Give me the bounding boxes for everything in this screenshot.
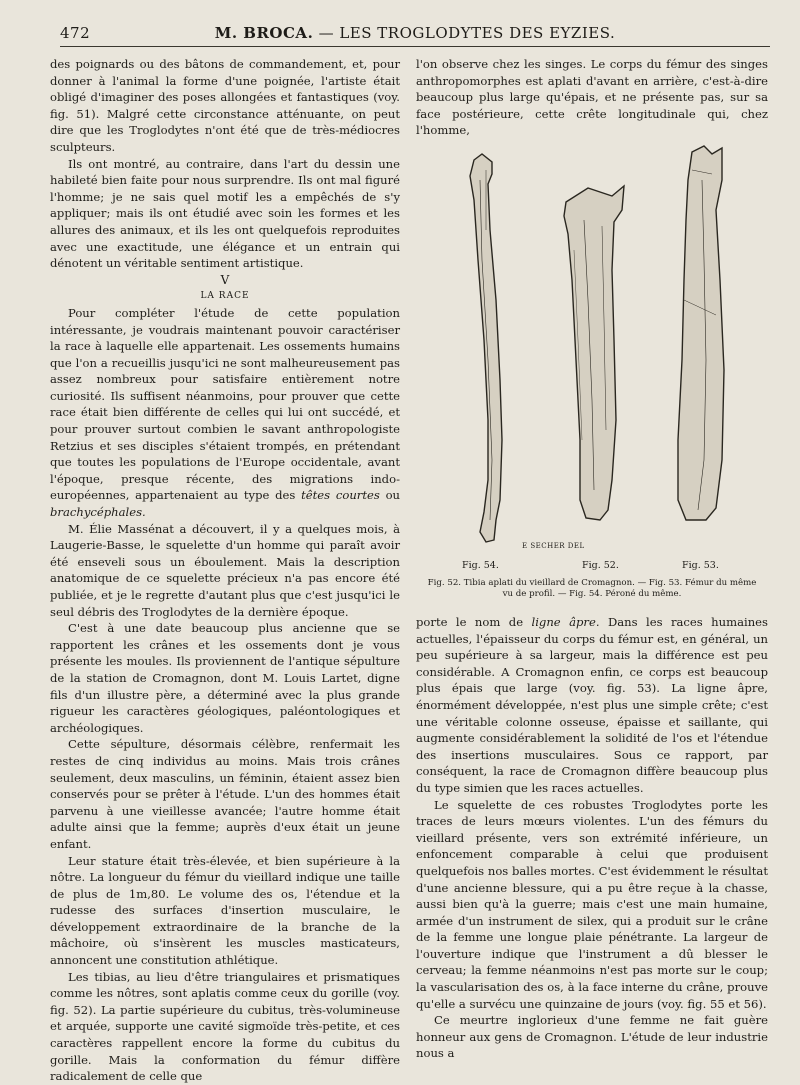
left-column: [50, 56, 400, 1085]
author-name: M. BROCA.: [214, 24, 314, 42]
paragraph-text: ou: [385, 488, 401, 503]
italic-term: brachycéphales.: [50, 505, 146, 520]
paragraph: Ils ont montré, au contraire, dans l'art du dessin une habileté bien faite pour nous surprendre. Ils ont mal figuré l'homme; je ne sais quel motif les a empêchés de s'y appliquer; mais ils ont étudié avec soin les formes et les allures des animaux, et ils les ont quelquefois reproduites avec une exactitude, une élégance et un entrain qui dénotent un véritable sentiment artistique.: [50, 156, 400, 271]
right-column-top: [416, 56, 768, 139]
paragraph: [416, 614, 768, 797]
paragraph: Les tibias, au lieu d'être triangulaires et prismatiques comme les nôtres, sont aplatis comme ceux du gorille (voy. fig. 52). La partie supérieure du cubitus, très-volumineuse et arquée, supporte une cavité sigmoïde très-petite, et ces caractères rappellent encore la forme du cubitus du gorille. Mais la conformation du fémur diffère radicalement de celle que: [50, 969, 400, 1084]
running-title: [60, 24, 770, 42]
fig-52-label: Fig. 52.: [582, 560, 619, 571]
paragraph: Ce meurtre inglorieux d'une femme ne fait guère honneur aux gens de Cromagnon. L'étude de leur industrie nous a: [416, 1013, 768, 1061]
paragraph-text: Dans les races humaines actuelles, l'épaisseur du corps du fémur est, en général, un peu supérieure à sa largeur, mais la différence est peu considérable. A Cromagnon enfin, ce corps est beaucoup plus épais que large (voy. fig. 53). La ligne âpre, énormément développée, n'est plus une simple crête; c'est une véritable colonne osseuse, épaisse et saillante, qui augmente considérablement la solidité de l'os et l'étendue des insertions musculaires. Sous ce rapport, par conséquent, la race de Cromagnon diffère beaucoup plus du type simien que les races actuelles.: [416, 615, 768, 795]
paragraph: Le squelette de ces robustes Troglodytes porte les traces de leurs mœurs violentes. L'un des fémurs du vieillard présente, vers son extrémité inférieure, un enfoncement comparable à celui que produisent quelquefois nos balles mortes. C'est évidemment le résultat d'une ancienne blessure, qui a pu être reçue à la chasse, aussi bien qu'à la guerre; mais c'est une main humaine, armée d'un instrument de silex, qui a produit sur le crâne de la femme une longue plaie pénétrante. La largeur de l'ouverture indique que l'instrument a dû blesser le cerveau; la femme néanmoins n'est pas morte sur le coup; la vascularisation des os, à la face interne du crâne, prouve qu'elle a survécu une quinzaine de jours (voy. fig. 55 et 56).: [416, 797, 768, 1011]
femur-drawing: [678, 146, 724, 520]
italic-term: têtes courtes: [301, 488, 380, 503]
figure-caption: [416, 578, 768, 600]
caption-line: vu de profil. — Fig. 54. Péroné du même.: [502, 589, 682, 599]
paragraph: C'est à une date beaucoup plus ancienne que se rapportent les crânes et les ossements dont je vous présente les moules. Ils proviennent de l'antique sépulture de la station de Cromagnon, dont M. Louis Lartet, digne fils d'un illustre père, a déterminé avec la plus grande rigueur les caractères géologiques, paléontologiques et archéologiques.: [50, 621, 400, 735]
running-header: [60, 22, 770, 47]
paragraph: l'on observe chez les singes. Le corps du fémur des singes anthropomorphes est aplati d'avant en arrière, c'est-à-dire beaucoup plus large qu'épais, et ne présente pas, sur sa face postérieure, cette crête longitudinale qui, chez l'homme,: [416, 57, 768, 138]
page-number: 472: [60, 24, 91, 42]
bones-illustration: [416, 140, 768, 570]
paragraph-text: porte le nom de: [416, 615, 524, 629]
fig-53-label: Fig. 53.: [682, 560, 719, 571]
bones-figure: [416, 140, 768, 610]
tibia-drawing: [564, 186, 624, 520]
fibula-drawing: [470, 154, 502, 542]
paragraph: Cette sépulture, désormais célèbre, renfermait les restes de cinq individus au moins. Mais trois crânes seulement, deux masculins, un féminin, étaient assez bien conservés pour se prêter à l'étude. L'un des hommes était parvenu à une vieillesse avancée; l'autre homme était adulte ainsi que la femme; auprès d'eux était un jeune enfant.: [50, 737, 400, 851]
section-title: LA RACE: [200, 291, 250, 302]
right-column-bottom: [416, 614, 768, 1062]
caption-line: Fig. 52. Tibia aplati du vieillard de Cromagnon. — Fig. 53. Fémur du même: [427, 578, 757, 588]
paragraph: des poignards ou des bâtons de commandement, et, pour donner à l'animal la forme d'une poignée, l'artiste était obligé d'imaginer des poses allongées et fantastiques (voy. fig. 51). Malgré cette circonstance atténuante, on peut dire que les Troglodytes n'ont été que de très-médiocres sculpteurs.: [50, 57, 400, 154]
paragraph: [50, 305, 400, 521]
paragraph-text: Pour compléter l'étude de cette population intéressante, je voudrais maintenant pouvoir caractériser la race à laquelle elle appartenait. Les ossements humains que l'on a recueillis jusqu'ici ne sont malheureusement pas assez nombreux pour satisfaire entièrement notre curiosité. Ils suffisent néanmoins, pour prouver que cette race était bien différente de celles qui lui ont succédé, et pour prouver surtout combien le savant anthropologiste Retzius et ses disciples s'étaient trompés, en prétendant que toutes les populations de l'Europe occidentale, avant l'époque, presque récente, des migrations indo-européennes, appartenaient au type des: [50, 305, 400, 503]
paragraph: Leur stature était très-élevée, et bien supérieure à la nôtre. La longueur du fémur du vieillard indique une taille de plus de 1m,80. Le volume des os, l'étendue et la rudesse des surfaces d'insertion musculaire, le développement extraordinaire de la branche de la mâchoire, où s'insèrent les muscles masticateurs, annoncent une constitution athlétique.: [50, 853, 400, 968]
italic-term: ligne âpre.: [531, 615, 600, 629]
paragraph: M. Élie Massénat a découvert, il y a quelques mois, à Laugerie-Basse, le squelette d'un homme qui paraît avoir été enseveli sous un éboulement. Mais la description anatomique de ce squelette précieux n'a pas encore été publiée, et je le regrette d'autant plus que c'est jusqu'ici le seul débris des Troglodytes de la dernière époque.: [50, 521, 400, 619]
engraver-signature: E SECHER DEL: [522, 542, 585, 550]
fig-54-label: Fig. 54.: [462, 560, 499, 571]
article-title: — LES TROGLODYTES DES EYZIES.: [318, 24, 616, 42]
section-number: V: [220, 272, 230, 287]
